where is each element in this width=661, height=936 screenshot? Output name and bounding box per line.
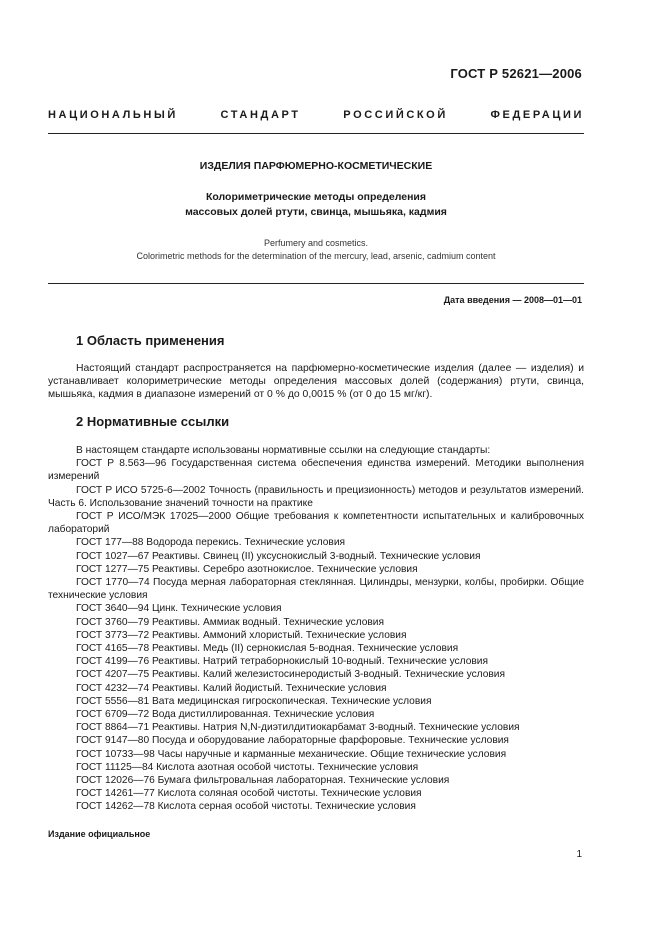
reference-item: ГОСТ 8864—71 Реактивы. Натрия N,N-диэтилдитиокарбамат 3-водный. Технические условия [76, 722, 520, 734]
reference-item: ГОСТ 3773—72 Реактивы. Аммоний хлористый. Технические условия [76, 629, 407, 641]
references-intro: В настоящем стандарте использованы нормативные ссылки на следующие стандарты: [76, 445, 491, 456]
page-number: 1 [576, 849, 582, 860]
top-divider [48, 133, 584, 134]
document-title: ИЗДЕЛИЯ ПАРФЮМЕРНО-КОСМЕТИЧЕСКИЕ [199, 160, 433, 172]
introduction-date: Дата введения — 2008—01—01 [443, 295, 582, 305]
reference-item: ГОСТ 177—88 Водорода перекись. Технические условия [76, 537, 346, 549]
reference-item: ГОСТ 4165—78 Реактивы. Медь (II) сернокислая 5-водная. Технические условия [76, 643, 459, 655]
reference-item: ГОСТ Р ИСО 5725-6—2002 Точность (правильность и прецизионность) методов и результатов измерений. Часть 6. Использование значений точности на практике [48, 484, 584, 509]
reference-item: ГОСТ 3760—79 Реактивы. Аммиак водный. Технические условия [76, 616, 385, 628]
english-title-line2: Colorimetric methods for the determination of the mercury, lead, arsenic, cadmium content [136, 251, 496, 261]
section-2-heading: 2 Нормативные ссылки [76, 414, 230, 429]
reference-item: ГОСТ 5556—81 Вата медицинская гигроскопическая. Технические условия [76, 695, 432, 707]
gost-code: ГОСТ Р 52621—2006 [450, 66, 582, 81]
reference-item: ГОСТ 14262—78 Кислота серная особой чистоты. Технические условия [76, 801, 416, 813]
national-standard-banner: НАЦИОНАЛЬНЫЙ СТАНДАРТ РОССИЙСКОЙ ФЕДЕРАЦИИ [48, 109, 584, 121]
reference-item: ГОСТ 6709—72 Вода дистиллированная. Технические условия [76, 709, 375, 721]
reference-item: ГОСТ 4232—74 Реактивы. Калий йодистый. Технические условия [76, 682, 387, 694]
document-subtitle-line1: Колориметрические методы определения [205, 191, 427, 203]
document-subtitle-line2: массовых долей ртути, свинца, мышьяка, кадмия [185, 206, 447, 218]
section-1-heading: 1 Область применения [76, 333, 225, 348]
reference-item: ГОСТ 1770—74 Посуда мерная лабораторная стеклянная. Цилиндры, мензурки, колбы, пробирки. Общие технические условия [48, 577, 584, 602]
reference-item: ГОСТ Р ИСО/МЭК 17025—2000 Общие требования к компетентности испытательных и калибровочных лабораторий [48, 511, 584, 536]
reference-item: ГОСТ 9147—80 Посуда и оборудование лабораторные фарфоровые. Технические условия [76, 735, 509, 747]
reference-item: ГОСТ 3640—94 Цинк. Технические условия [76, 603, 282, 615]
reference-item: ГОСТ 1027—67 Реактивы. Свинец (II) уксуснокислый 3-водный. Технические условия [76, 550, 481, 562]
reference-item: ГОСТ 11125—84 Кислота азотная особой чистоты. Технические условия [76, 761, 419, 773]
reference-item: ГОСТ 4199—76 Реактивы. Натрий тетраборнокислый 10-водный. Технические условия [76, 656, 488, 668]
reference-item: ГОСТ 12026—76 Бумага фильтровальная лабораторная. Технические условия [76, 775, 450, 787]
official-edition-note: Издание официальное [48, 829, 151, 839]
reference-item: ГОСТ 4207—75 Реактивы. Калий железистосинеродистый 3-водный. Технические условия [76, 669, 506, 681]
reference-item: ГОСТ Р 8.563—96 Государственная система обеспечения единства измерений. Методики выполнения измерений [48, 458, 584, 483]
title-divider [48, 283, 584, 284]
reference-item: ГОСТ 10733—98 Часы наручные и карманные механические. Общие технические условия [76, 748, 507, 760]
normative-references [48, 444, 584, 814]
reference-item: ГОСТ 1277—75 Реактивы. Серебро азотнокислое. Технические условия [76, 563, 418, 575]
english-title-line1: Perfumery and cosmetics. [263, 238, 369, 248]
reference-item: ГОСТ 14261—77 Кислота соляная особой чистоты. Технические условия [76, 788, 422, 800]
section-1-text: Настоящий стандарт распространяется на парфюмерно-косметические изделия (далее — изделия) и устанавливает колориметрические методы определения массовых долей (содержания) ртути, свинца, мышьяка, кадмия в диапазоне измерений от 0 % до 0,0015 % (от 0 до 15 мг/кг). [48, 363, 584, 401]
